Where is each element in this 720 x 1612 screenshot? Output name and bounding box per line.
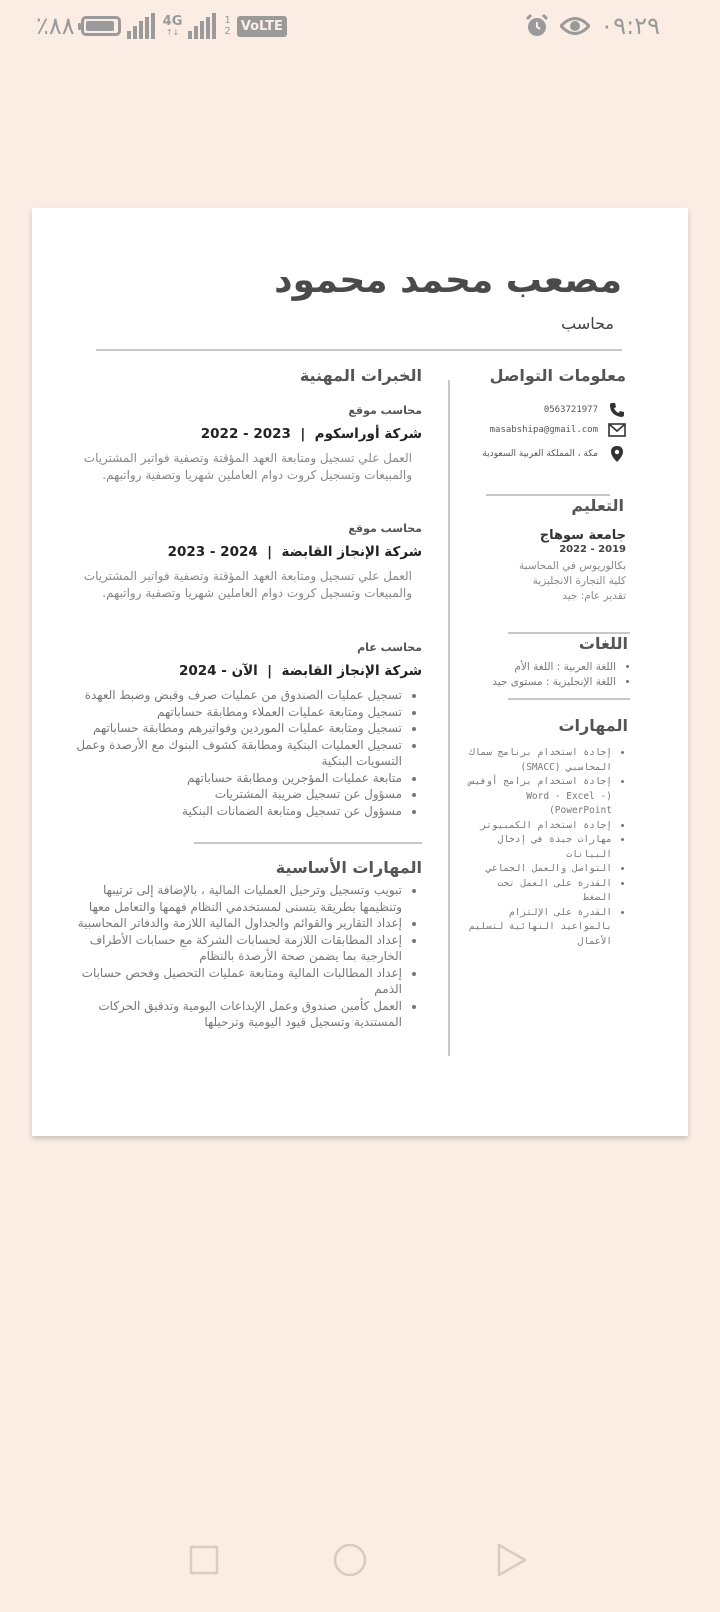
core-skill-item: • تبويب وتسجيل وترحيل العمليات المالية ، بالإضافة إلى ترتيبها وتنظيمها بطريقة يتسنى لمستخدمي النظام فهمها والتعامل معها — [72, 882, 402, 915]
phone-icon — [608, 401, 626, 419]
resume-job-title: محاسب — [561, 314, 614, 333]
battery-icon — [81, 16, 121, 36]
job-years: 2024 - الآن — [178, 663, 258, 679]
network-type: 4G — [162, 14, 183, 29]
job-years: 2022 - 2023 — [200, 426, 291, 442]
education-title: التعليم — [571, 496, 624, 515]
core-skills-list — [72, 882, 422, 1031]
home-button[interactable] — [332, 1542, 368, 1578]
core-skills-title: المهارات الأساسية — [275, 858, 422, 877]
grade: تقدير عام: جيد — [562, 590, 626, 602]
job-company-line: شركة أوراسكوم | 2022 - 2023 — [200, 426, 422, 442]
job-bullet: • تسجيل العمليات البنكية ومطابقة كشوف البنوك مع الأرصدة وعمل التسويات البنكية — [52, 737, 402, 770]
recent-apps-icon — [189, 1545, 219, 1575]
sim2-label: 2 — [224, 26, 231, 37]
core-skill-item: • العمل كأمين صندوق وعمل الإيداعات اليومية وتدقيق الحركات المستندية وتسجيل قيود اليومية وترحيلها — [72, 998, 402, 1031]
battery-percent: ٪٨٨ — [36, 12, 75, 40]
skills-block — [466, 746, 626, 949]
network-indicator: 4G ↑↓ — [162, 14, 183, 37]
education-block — [476, 528, 626, 604]
resume-name: مصعب محمد محمود — [274, 260, 622, 301]
column-divider — [448, 380, 450, 1056]
back-icon — [496, 1543, 528, 1577]
skill-item: • إجادة استخدام برامج أوفيس (Word - Excel - PowerPoint) — [466, 775, 612, 819]
contact-email — [490, 421, 626, 439]
skill-item: • إجادة استخدام برنامج سماك المحاسبي (SMACC) — [466, 746, 612, 775]
core-skill-item: • إعداد المطابقات اللازمة لحسابات الشركة مع حسابات الأطراف الخارجية بما يضمن صحة الأرصدة بالنظام — [72, 932, 402, 965]
skill-item: • التواصل والعمل الجماعي — [466, 862, 612, 877]
address: مكة ، المملكة العربية السعودية — [482, 449, 598, 459]
skills-list — [466, 746, 626, 949]
job-entry — [82, 522, 422, 602]
languages-divider — [508, 698, 630, 700]
core-skill-item: • إعداد المطالبات المالية ومتابعة عمليات التحصيل وفحص حسابات الذمم — [72, 965, 402, 998]
skill-item: • القدرة على الإلتزام بالمواعيد النهائية لتسليم الأعمال — [466, 906, 612, 950]
job-bullet: • مسؤول عن تسجيل ومتابعة الضمانات البنكية — [52, 803, 402, 820]
job-bullet: • تسجيل عمليات الصندوق من عمليات صرف وقبض وضبط العهدة — [52, 687, 402, 704]
sim1-label: 1 — [224, 15, 231, 26]
job-description: العمل علي تسجيل ومتابعة العهد المؤقتة وتصفية فواتير المشتريات والمبيعات وتسجيل كروت دوام العاملين شهريا وتصفية رواتبهم. — [83, 451, 412, 482]
contact-address — [482, 445, 626, 463]
signal-icon — [127, 13, 157, 39]
education-years: 2019 - 2022 — [559, 544, 626, 555]
languages-block — [460, 660, 630, 689]
job-company-line: شركة الإنجاز القابضة | 2024 - الآن — [178, 663, 422, 679]
university-name: جامعة سوهاج — [539, 528, 626, 543]
alarm-icon — [524, 13, 550, 39]
volte-badge: VoLTE — [237, 16, 287, 37]
language-item: • اللغة الإنجليزية : مستوى جيد — [460, 675, 616, 690]
phone-number: 0563721977 — [543, 405, 598, 415]
experience-divider — [194, 842, 422, 844]
language-item: • اللغة العربية : اللغة الأم — [460, 660, 616, 675]
sim-indicator — [224, 15, 230, 37]
signal-icon — [188, 13, 218, 39]
job-company: شركة الإنجاز القابضة — [281, 663, 422, 679]
job-years: 2023 - 2024 — [167, 544, 258, 560]
job-role: محاسب موقع — [348, 404, 422, 417]
faculty: كلية التجارة الانجليزية — [532, 575, 626, 587]
job-bullet: • تسجيل ومتابعة عمليات العملاء ومطابقة حساباتهم — [52, 704, 402, 721]
job-bullets — [52, 687, 422, 819]
status-left — [36, 10, 287, 42]
degree: بكالوريوس في المحاسبة — [519, 560, 626, 572]
recent-apps-button[interactable] — [186, 1542, 222, 1578]
location-pin-icon — [608, 445, 626, 463]
contact-title: معلومات التواصل — [489, 366, 626, 385]
core-skills-block — [72, 882, 422, 1031]
status-bar — [0, 0, 720, 52]
eye-icon — [560, 15, 590, 37]
skill-item: • مهارات جيدة في إدخال البيانات — [466, 833, 612, 862]
skill-item: • القدرة على العمل تحت الضغط — [466, 877, 612, 906]
status-right — [524, 10, 660, 42]
header-divider — [96, 349, 622, 351]
job-entry — [82, 404, 422, 484]
languages-title: اللغات — [578, 634, 628, 653]
clock: ٠٩:٢٩ — [600, 12, 660, 40]
job-bullet: • متابعة عمليات المؤجرين ومطابقة حساباتهم — [52, 770, 402, 787]
job-company-line: شركة الإنجاز القابضة | 2023 - 2024 — [167, 544, 422, 560]
job-description: العمل علي تسجيل ومتابعة العهد المؤقتة وتصفية فواتير المشتريات والمبيعات وتسجيل كروت دوام العاملين شهريا وتصفية رواتبهم. — [83, 569, 412, 600]
contact-phone — [544, 401, 626, 419]
job-entry — [76, 641, 422, 819]
mail-icon — [608, 421, 626, 439]
experience-title: الخبرات المهنية — [299, 366, 422, 385]
job-bullet: • مسؤول عن تسجيل ضريبة المشتريات — [52, 786, 402, 803]
job-company: شركة الإنجاز القابضة — [281, 544, 422, 560]
job-role: محاسب عام — [357, 641, 422, 654]
core-skill-item: • إعداد التقارير والقوائم والجداول المالية اللازمة والدفاتر المحاسبية — [72, 915, 402, 932]
languages-list — [460, 660, 630, 689]
email-address: masabshipa@gmail.com — [489, 425, 598, 435]
back-button[interactable] — [494, 1542, 530, 1578]
home-icon — [333, 1543, 367, 1577]
job-company: شركة أوراسكوم — [314, 426, 422, 442]
skill-item: • إجادة استخدام الكمبيوتر — [466, 819, 612, 834]
job-role: محاسب موقع — [348, 522, 422, 535]
resume-page — [32, 208, 688, 1136]
skills-title: المهارات — [558, 716, 628, 735]
job-bullet: • تسجيل ومتابعة عمليات الموردين وفواتيرهم ومطابقة حساباتهم — [52, 720, 402, 737]
navigation-bar — [0, 1522, 720, 1612]
